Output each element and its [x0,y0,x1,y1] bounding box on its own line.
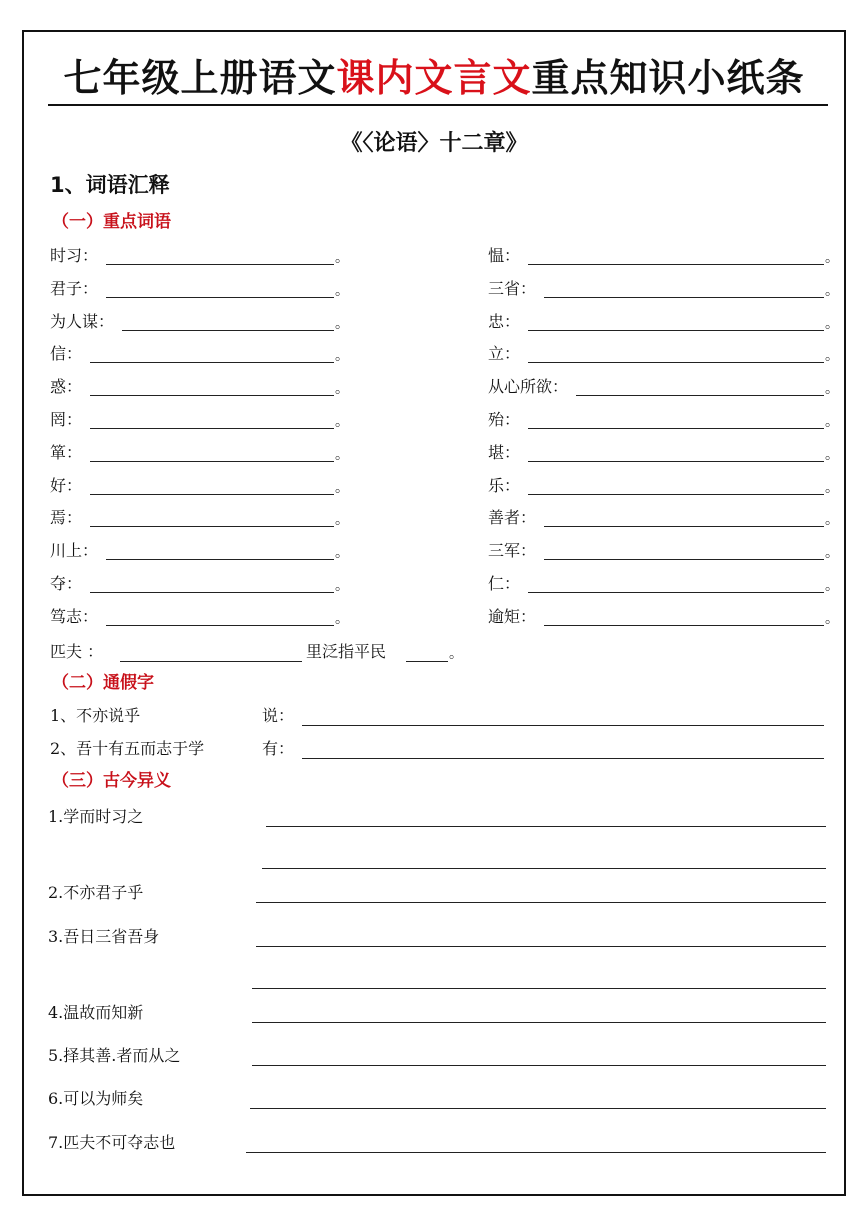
vocab-row [488,243,838,269]
gujin-question: 7.匹夫不可夺志也 [48,1133,176,1152]
vocab-row [488,309,838,335]
end-mark: 。 [335,578,349,594]
title-part1: 七年级上册语文 [63,56,337,100]
vocab-term: 时习： [50,246,99,265]
title-underline [48,104,828,106]
end-mark: 。 [825,348,839,364]
gujin-answer-line[interactable] [266,826,826,827]
answer-blank[interactable] [528,461,824,462]
gujin-answer-line[interactable] [246,1152,826,1153]
gujin-question: 6.可以为师矣 [48,1089,144,1108]
gujin-question: 4.温故而知新 [48,1003,144,1022]
vocab-row [488,538,838,564]
vocab-term: 立： [488,344,521,363]
answer-blank[interactable] [90,592,334,593]
vocab-term: 三省： [488,279,537,298]
vocab-row [50,407,348,433]
vocab-row [488,276,838,302]
end-mark: 。 [825,283,839,299]
gujin-question: 2.不亦君子乎 [48,883,144,902]
subsection-tongjia: （二）通假字 [52,673,154,693]
answer-blank[interactable] [544,526,824,527]
gujin-question: 1.学而时习之 [48,807,144,826]
vocab-row [50,440,348,466]
answer-blank[interactable] [106,264,334,265]
pifu-blank-1[interactable] [120,661,302,662]
vocab-row [50,243,348,269]
answer-blank[interactable] [90,461,334,462]
page-title [0,48,868,108]
pifu-blank-2[interactable] [406,661,448,662]
end-mark: 。 [335,316,349,332]
end-mark: 。 [335,283,349,299]
end-mark: 。 [335,250,349,266]
tongjia-sentence: 2、吾十有五而志于学 [50,739,205,758]
vocab-row [50,341,348,367]
vocab-term: 仁： [488,574,521,593]
answer-blank[interactable] [528,428,824,429]
vocab-term: 川上： [50,541,99,560]
tongjia-char: 有： [262,739,295,758]
gujin-question: 5.择其善.者而从之 [48,1046,181,1065]
answer-blank[interactable] [90,395,334,396]
end-mark: 。 [335,381,349,397]
vocab-term: 好： [50,476,83,495]
end-mark: 。 [825,447,839,463]
vocab-term: 善者： [488,508,537,527]
gujin-answer-line[interactable] [250,1108,826,1109]
answer-blank[interactable] [106,625,334,626]
answer-blank[interactable] [528,494,824,495]
answer-blank[interactable] [544,297,824,298]
answer-blank[interactable] [106,297,334,298]
pifu-label: 匹夫 ： [50,642,104,661]
end-mark: 。 [825,578,839,594]
end-mark: 。 [825,381,839,397]
title-highlight: 课内文言文 [336,56,532,100]
tongjia-answer-blank[interactable] [302,758,824,759]
pifu-end-mark: 。 [449,646,463,662]
end-mark: 。 [335,611,349,627]
vocab-term: 焉： [50,508,83,527]
end-mark: 。 [825,512,839,528]
answer-blank[interactable] [528,264,824,265]
end-mark: 。 [335,545,349,561]
vocab-row [488,374,838,400]
end-mark: 。 [825,250,839,266]
answer-blank[interactable] [528,592,824,593]
answer-blank[interactable] [528,330,824,331]
end-mark: 。 [335,414,349,430]
gujin-answer-line[interactable] [252,988,826,989]
vocab-term: 惑： [50,377,83,396]
vocab-row [488,505,838,531]
vocab-term: 乐： [488,476,521,495]
answer-blank[interactable] [544,559,824,560]
vocab-term: 信： [50,344,83,363]
vocab-term: 三军： [488,541,537,560]
vocab-term: 忠： [488,312,521,331]
vocab-term: 堪： [488,443,521,462]
vocab-row [488,604,838,630]
vocab-row [488,473,838,499]
vocab-row [50,473,348,499]
gujin-answer-line[interactable] [252,1022,826,1023]
end-mark: 。 [335,512,349,528]
vocab-row [50,309,348,335]
end-mark: 。 [825,316,839,332]
vocab-row [50,571,348,597]
tongjia-char: 说： [262,706,295,725]
tongjia-sentence: 1、不亦说乎 [50,706,141,725]
end-mark: 。 [335,447,349,463]
gujin-question: 3.吾日三省吾身 [48,927,160,946]
pifu-mid-text: 里泛指平民 [306,642,387,661]
vocab-row [50,538,348,564]
vocab-term: 罔： [50,410,83,429]
vocab-row [488,440,838,466]
gujin-answer-line[interactable] [262,868,826,869]
end-mark: 。 [825,545,839,561]
answer-blank[interactable] [576,395,824,396]
title-part2: 重点知识小纸条 [531,56,805,100]
end-mark: 。 [335,348,349,364]
end-mark: 。 [825,480,839,496]
vocab-row [488,571,838,597]
section-heading-vocab: 1、词语汇释 [50,173,170,197]
answer-blank[interactable] [544,625,824,626]
vocab-term: 箪： [50,443,83,462]
subsection-key-words: （一）重点词语 [52,212,171,232]
vocab-term: 愠： [488,246,521,265]
vocab-row [488,341,838,367]
gujin-answer-line[interactable] [256,902,826,903]
vocab-row [50,276,348,302]
end-mark: 。 [825,414,839,430]
answer-blank[interactable] [90,494,334,495]
answer-blank[interactable] [90,362,334,363]
end-mark: 。 [825,611,839,627]
answer-blank[interactable] [90,428,334,429]
answer-blank[interactable] [106,559,334,560]
vocab-row [50,604,348,630]
vocab-row [50,505,348,531]
vocab-row [50,374,348,400]
subsection-gujin: （三）古今异义 [52,771,171,791]
vocab-term: 殆： [488,410,521,429]
answer-blank[interactable] [528,362,824,363]
vocab-row [488,407,838,433]
vocab-term: 笃志： [50,607,99,626]
answer-blank[interactable] [122,330,334,331]
answer-blank[interactable] [90,526,334,527]
vocab-term: 逾矩： [488,607,537,626]
vocab-term: 君子： [50,279,99,298]
end-mark: 。 [335,480,349,496]
chapter-title: 《〈论语〉十二章》 [340,130,528,156]
gujin-answer-line[interactable] [256,946,826,947]
vocab-term: 为人谋： [50,312,115,331]
gujin-answer-line[interactable] [252,1065,826,1066]
vocab-term: 从心所欲： [488,377,569,396]
tongjia-answer-blank[interactable] [302,725,824,726]
vocab-term: 夺： [50,574,83,593]
